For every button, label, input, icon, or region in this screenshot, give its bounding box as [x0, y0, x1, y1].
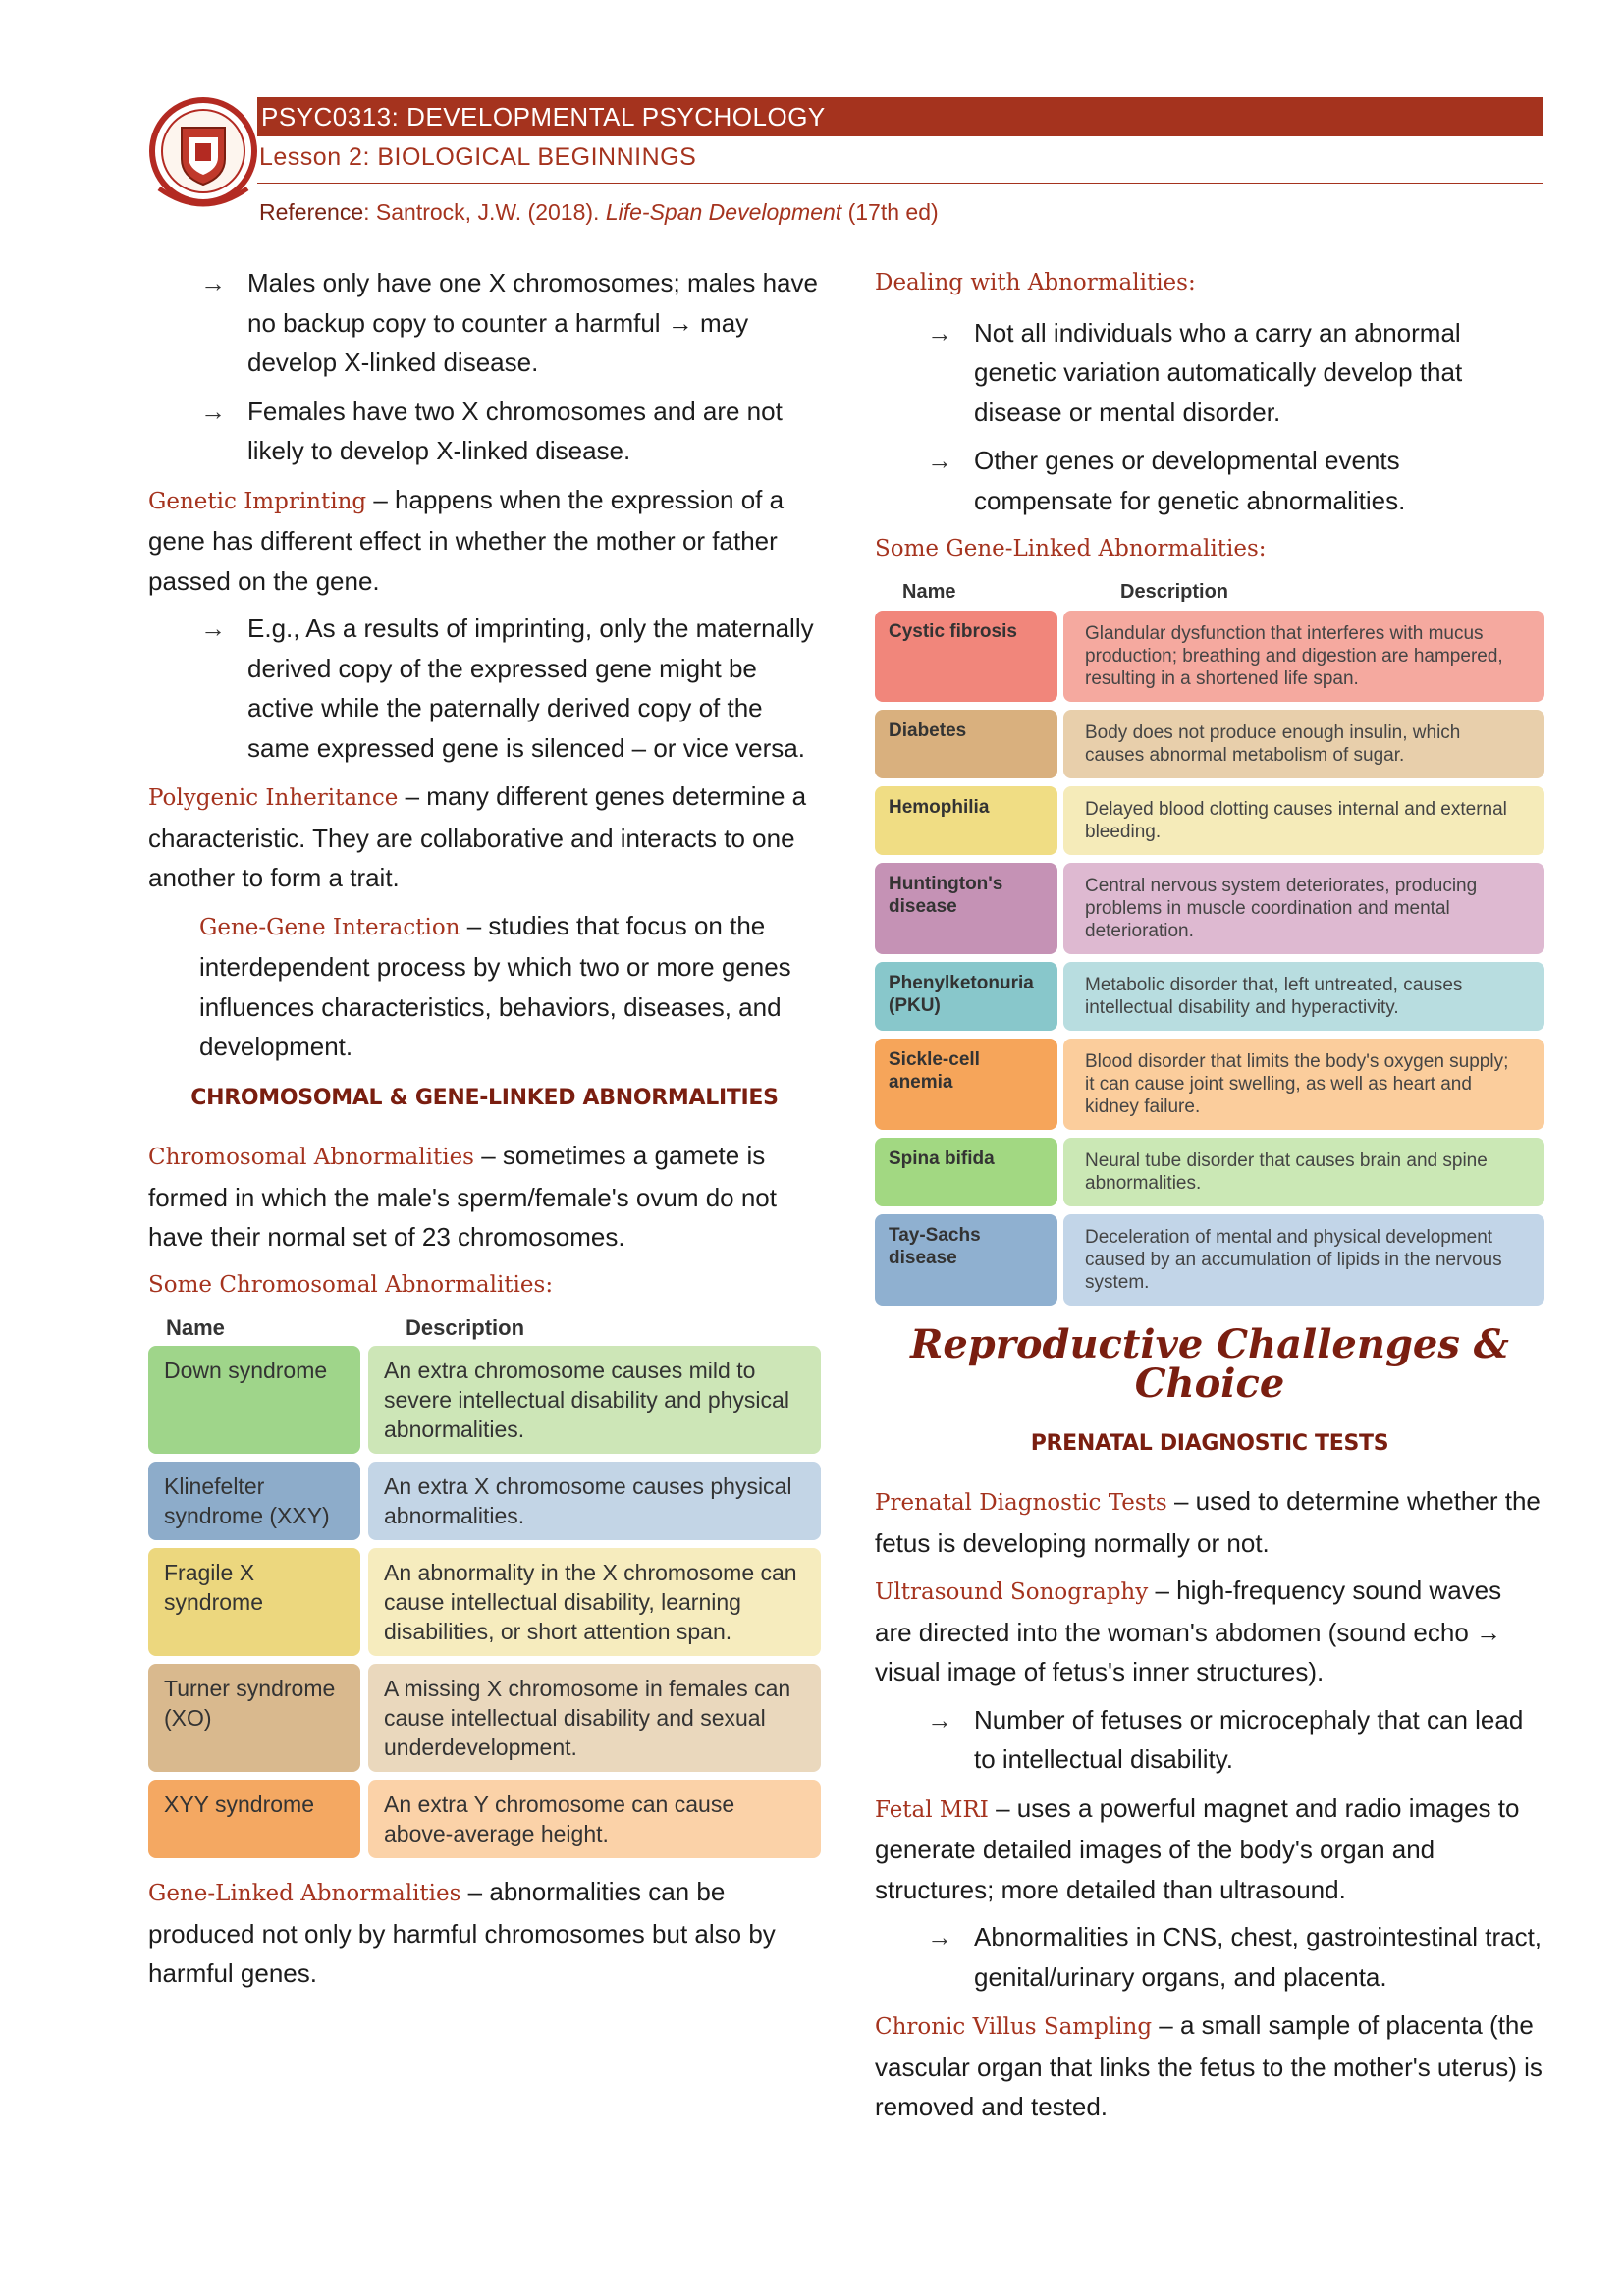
arrow-icon: → — [200, 396, 226, 426]
definition-gene-linked — [148, 1872, 821, 1994]
table-row — [875, 611, 1544, 702]
lesson-title: Lesson 2: BIOLOGICAL BEGINNINGS — [259, 143, 697, 171]
column-header-description: Description — [406, 1314, 525, 1340]
term: Fetal MRI — [875, 1796, 989, 1823]
reproductive-title: Reproductive Challenges & Choice — [910, 1320, 1509, 1407]
dealing-label: Dealing with Abnormalities: — [875, 270, 1196, 295]
row-description-cell: An extra Y chromosome can cause above-average height. — [368, 1780, 821, 1858]
right-column — [875, 263, 1544, 2135]
arrow-icon: → — [200, 614, 226, 643]
definition-text: – sometimes a gamete is formed in which the male's sperm/female's ovum do not have their normal set of 23 chromosomes. — [148, 1141, 777, 1252]
row-description-cell: Neural tube disorder that causes brain and spine abnormalities. — [1063, 1138, 1544, 1206]
definition-text: – many different genes determine a characteristic. They are collaborative and interacts to one another to form a trait. — [148, 781, 807, 892]
row-name-cell: Phenylketonuria (PKU) — [875, 962, 1057, 1031]
definition-polygenic — [148, 776, 821, 898]
row-name-cell: Tay-Sachs disease — [875, 1214, 1057, 1306]
bullet-text: Not all individuals who a carry an abnormal genetic variation automatically develop that disease or mental disorder. — [974, 317, 1463, 427]
row-description-cell: Body does not produce enough insulin, which causes abnormal metabolism of sugar. — [1063, 710, 1544, 778]
row-name-cell: Spina bifida — [875, 1138, 1057, 1206]
reference-book: Life-Span Development — [605, 199, 842, 225]
table-header — [148, 1310, 821, 1346]
reference-edition: (17th ed) — [841, 199, 939, 225]
row-name-cell: XYY syndrome — [148, 1780, 360, 1858]
reference-text: : Santrock, J.W. (2018). — [363, 199, 606, 225]
row-name-cell: Klinefelter syndrome (XXY) — [148, 1462, 360, 1540]
definition-text: – uses a powerful magnet and radio images to generate detailed images of the body's organ and structures; more detailed than ultrasound. — [875, 1792, 1520, 1904]
bullet-item — [148, 609, 821, 768]
gene-linked-abnormalities-table — [875, 575, 1544, 1306]
row-name-cell: Sickle-cell anemia — [875, 1039, 1057, 1130]
term: Chronic Villus Sampling — [875, 2014, 1153, 2040]
table-row — [148, 1346, 821, 1454]
definition-text: – a small sample of placenta (the vascular organ that links the fetus to the mother's uterus) is removed and tested. — [875, 2010, 1543, 2121]
definition-mri — [875, 1789, 1544, 1910]
arrow-icon: → — [927, 446, 952, 475]
definition-text: – happens when the expression of a gene has different effect in whether the mother or father passed on the gene. — [148, 484, 785, 596]
bullet-item — [875, 441, 1544, 520]
table-row — [148, 1780, 821, 1858]
course-title-bar — [257, 97, 1543, 136]
bullet-item — [875, 1917, 1544, 1997]
definition-prenatal — [875, 1481, 1544, 1563]
definition-chromosomal — [148, 1136, 821, 1257]
row-description-cell: A missing X chromosome in females can cause intellectual disability and sexual underdevelopment. — [368, 1664, 821, 1772]
row-description-cell: Central nervous system deteriorates, producing problems in muscle coordination and mental deterioration. — [1063, 863, 1544, 954]
row-description-cell: An extra chromosome causes mild to severe intellectual disability and physical abnormalities. — [368, 1346, 821, 1454]
section-heading: CHROMOSOMAL & GENE-LINKED ABNORMALITIES — [190, 1085, 779, 1110]
term: Prenatal Diagnostic Tests — [875, 1490, 1167, 1516]
definition-text: – studies that focus on the interdependent process by which two or more genes influences characteristics, behaviors, diseases, and development. — [199, 910, 791, 1061]
table-header — [875, 575, 1544, 611]
row-description-cell: Metabolic disorder that, left untreated, causes intellectual disability and hyperactivity. — [1063, 962, 1544, 1031]
table-row — [875, 1039, 1544, 1130]
table-row — [875, 710, 1544, 778]
table-row — [875, 1138, 1544, 1206]
left-column — [148, 263, 821, 2002]
table-row — [148, 1548, 821, 1656]
definition-text: – used to determine whether the fetus is developing normally or not. — [875, 1486, 1541, 1558]
row-description-cell: An abnormality in the X chromosome can cause intellectual disability, learning disabilities, or short attention span. — [368, 1548, 821, 1656]
header-divider — [257, 183, 1543, 184]
table-body — [875, 611, 1544, 1306]
definition-gene-gene — [148, 906, 821, 1067]
row-description-cell: Blood disorder that limits the body's oxygen supply; it can cause joint swelling, as well as heart and kidney failure. — [1063, 1039, 1544, 1130]
table-row — [148, 1462, 821, 1540]
column-header-description: Description — [1120, 581, 1229, 604]
reference-label: Reference — [259, 199, 364, 225]
chromosomal-table-label: Some Chromosomal Abnormalities: — [148, 1271, 554, 1298]
reference-line — [259, 199, 939, 226]
term: Gene-Linked Abnormalities — [148, 1881, 461, 1906]
term: Gene-Gene Interaction — [199, 914, 460, 940]
row-name-cell: Fragile X syndrome — [148, 1548, 360, 1656]
table-row — [148, 1664, 821, 1772]
bullet-item — [148, 392, 821, 471]
definition-ultrasound — [875, 1571, 1544, 1692]
term: Ultrasound Sonography — [875, 1579, 1149, 1605]
row-name-cell: Hemophilia — [875, 786, 1057, 855]
table-body — [148, 1346, 821, 1858]
bullet-item — [148, 263, 821, 383]
arrow-icon: → — [200, 268, 226, 297]
row-name-cell: Cystic fibrosis — [875, 611, 1057, 702]
university-seal-logo — [149, 94, 257, 220]
table-row — [875, 962, 1544, 1031]
row-description-cell: An extra X chromosome causes physical abnormalities. — [368, 1462, 821, 1540]
term: Polygenic Inheritance — [148, 785, 399, 811]
row-name-cell: Turner syndrome (XO) — [148, 1664, 360, 1772]
bullet-text: Males only have one X chromosomes; males have no backup copy to counter a harmful → may develop X-linked disease. — [247, 268, 818, 377]
chromosomal-abnormalities-table — [148, 1310, 821, 1858]
column-header-name: Name — [166, 1314, 225, 1340]
row-name-cell: Diabetes — [875, 710, 1057, 778]
definition-cvs — [875, 2005, 1544, 2127]
table-row — [875, 1214, 1544, 1306]
bullet-text: Number of fetuses or microcephaly that can lead to intellectual disability. — [974, 1704, 1524, 1774]
row-name-cell: Down syndrome — [148, 1346, 360, 1454]
term: Genetic Imprinting — [148, 488, 367, 514]
table-row — [875, 863, 1544, 954]
gene-table-label: Some Gene-Linked Abnormalities: — [875, 536, 1267, 561]
row-description-cell: Deceleration of mental and physical development caused by an accumulation of lipids in the nervous system. — [1063, 1214, 1544, 1306]
arrow-icon: → — [927, 317, 952, 347]
bullet-item — [875, 1700, 1544, 1780]
row-description-cell: Glandular dysfunction that interferes with mucus production; breathing and digestion are hampered, resulting in a shortened life span. — [1063, 611, 1544, 702]
column-header-name: Name — [902, 581, 956, 604]
bullet-text: Abnormalities in CNS, chest, gastrointestinal tract, genital/urinary organs, and placenta. — [974, 1922, 1543, 1992]
bullet-item — [875, 313, 1544, 433]
definition-text: – abnormalities can be produced not only by harmful chromosomes but also by harmful genes. — [148, 1877, 776, 1988]
bullet-text: Females have two X chromosomes and are not likely to develop X-linked disease. — [247, 396, 783, 465]
arrow-icon: → — [927, 1704, 952, 1735]
row-description-cell: Delayed blood clotting causes internal and external bleeding. — [1063, 786, 1544, 855]
bullet-text: Other genes or developmental events compensate for genetic abnormalities. — [974, 446, 1406, 515]
table-row — [875, 786, 1544, 855]
course-title: PSYC0313: DEVELOPMENTAL PSYCHOLOGY — [261, 102, 826, 132]
arrow-icon: → — [927, 1922, 952, 1951]
bullet-text: E.g., As a results of imprinting, only the maternally derived copy of the expressed gene might be active while the paternally derived copy of the same expressed gene is silenced – or vice versa. — [247, 614, 814, 763]
row-name-cell: Huntington's disease — [875, 863, 1057, 954]
definition-text: – high-frequency sound waves are directed into the woman's abdomen (sound echo → visual image of fetus's inner structures). — [875, 1575, 1502, 1686]
prenatal-heading: PRENATAL DIAGNOSTIC TESTS — [1030, 1430, 1389, 1456]
definition-imprinting — [148, 480, 821, 602]
term: Chromosomal Abnormalities — [148, 1145, 474, 1170]
